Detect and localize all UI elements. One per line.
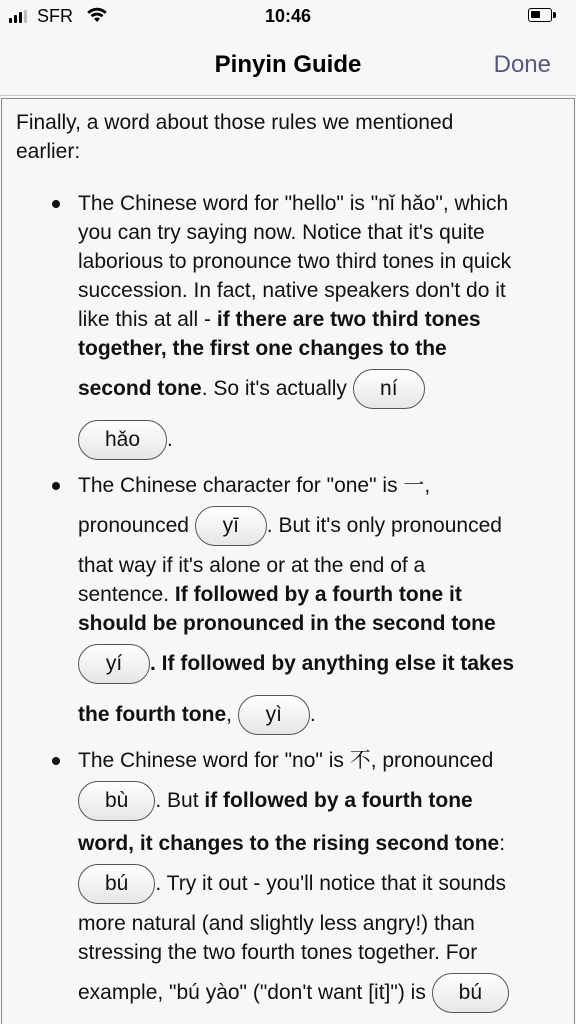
pronounce-ni-button[interactable]: ní xyxy=(353,369,425,409)
rule-text-plain: . But it's only pronounced xyxy=(266,514,502,537)
rule-text xyxy=(78,858,560,909)
rule-text: succession. In fact, native speakers don't do it xyxy=(78,279,506,302)
rule-text xyxy=(78,775,560,826)
rule-text-bold: . If followed by anything else it takes xyxy=(150,652,515,675)
carrier-name: SFR xyxy=(37,6,73,26)
rule-text-plain: example, "bú yào" ("don't want [it]") is xyxy=(78,981,426,1004)
bullet-icon xyxy=(52,200,60,208)
pronounce-bu4-button[interactable]: bù xyxy=(78,781,155,821)
rule-text xyxy=(78,967,560,1018)
done-button[interactable]: Done xyxy=(493,51,551,78)
rule-text-bold: If followed by a fourth tone it xyxy=(174,583,462,606)
rule-text-plain: . But xyxy=(155,789,205,812)
rule-text xyxy=(78,305,560,334)
rule-text: The Chinese character for "one" is 一, xyxy=(78,474,431,497)
status-bar xyxy=(0,0,576,34)
pronounce-bu2-button[interactable]: bú xyxy=(78,864,155,904)
pronounce-yi2-button[interactable]: yí xyxy=(78,644,150,684)
rule-text-plain: . Try it out - you'll notice that it sounds xyxy=(155,872,507,895)
tone-rules-list xyxy=(16,189,574,1018)
status-time: 10:46 xyxy=(264,6,312,26)
rule-text-plain: sentence. xyxy=(78,583,175,606)
bullet-icon xyxy=(52,482,60,490)
pronounce-bu-yao-button[interactable]: bú xyxy=(432,973,509,1013)
rule-yi-tone-change xyxy=(16,471,574,746)
rule-text-bold: together, the first one changes to the xyxy=(78,337,447,360)
rule-text: The Chinese word for "hello" is "nǐ hǎo", which xyxy=(78,192,509,215)
rule-text-plain: . So it's actually xyxy=(201,377,347,400)
rule-text-bold: second tone xyxy=(78,377,202,400)
rule-text-plain: , xyxy=(226,703,232,726)
intro-line: earlier: xyxy=(16,140,81,163)
rule-text-bold: if there are two third tones xyxy=(216,308,481,331)
battery-icon xyxy=(528,8,552,22)
rule-text xyxy=(78,609,560,638)
rule-text: more natural (and slightly less angry!) than xyxy=(78,912,475,935)
rule-text: stressing the two fourth tones together. For xyxy=(78,941,478,964)
rule-text xyxy=(78,414,560,465)
pronounce-yi1-button[interactable]: yī xyxy=(195,506,267,546)
intro-paragraph xyxy=(16,108,536,166)
navigation-bar xyxy=(0,34,576,96)
pronounce-hao-button[interactable]: hǎo xyxy=(78,420,167,460)
intro-line: Finally, a word about those rules we mentioned xyxy=(16,111,454,134)
rule-text xyxy=(78,500,560,551)
guide-content[interactable] xyxy=(1,98,575,1024)
rule-text-bold: should be pronounced in the second tone xyxy=(78,612,496,635)
rule-bu-tone-change xyxy=(16,746,574,1018)
rule-text: you can try saying now. Notice that it's quite xyxy=(78,221,485,244)
rule-text: that way if it's alone or at the end of a xyxy=(78,554,426,577)
rule-text-plain: pronounced xyxy=(78,514,189,537)
rule-text-plain: . xyxy=(167,428,173,451)
rule-text xyxy=(78,334,560,363)
rule-text: laborious to pronounce two third tones in quick xyxy=(78,250,512,273)
rule-text-plain: . xyxy=(309,703,316,726)
rule-third-tone-sandhi xyxy=(16,189,574,471)
rule-text-bold: word, it changes to the rising second tone xyxy=(78,832,500,855)
rule-text xyxy=(78,363,560,414)
rule-text-plain: like this at all - xyxy=(78,308,217,331)
bullet-icon xyxy=(52,757,60,765)
rule-text-bold: if followed by a fourth tone xyxy=(204,789,473,812)
rule-text xyxy=(78,829,560,858)
rule-text-plain: : xyxy=(499,832,506,855)
rule-text: The Chinese word for "no" is 不, pronounced xyxy=(78,749,494,772)
page-title: Pinyin Guide xyxy=(214,51,362,78)
rule-text-bold: the fourth tone xyxy=(78,703,227,726)
rule-text xyxy=(78,689,560,740)
rule-text xyxy=(78,638,560,689)
pronounce-yi4-button[interactable]: yì xyxy=(238,695,310,735)
rule-text xyxy=(78,580,560,609)
article xyxy=(2,99,574,1018)
